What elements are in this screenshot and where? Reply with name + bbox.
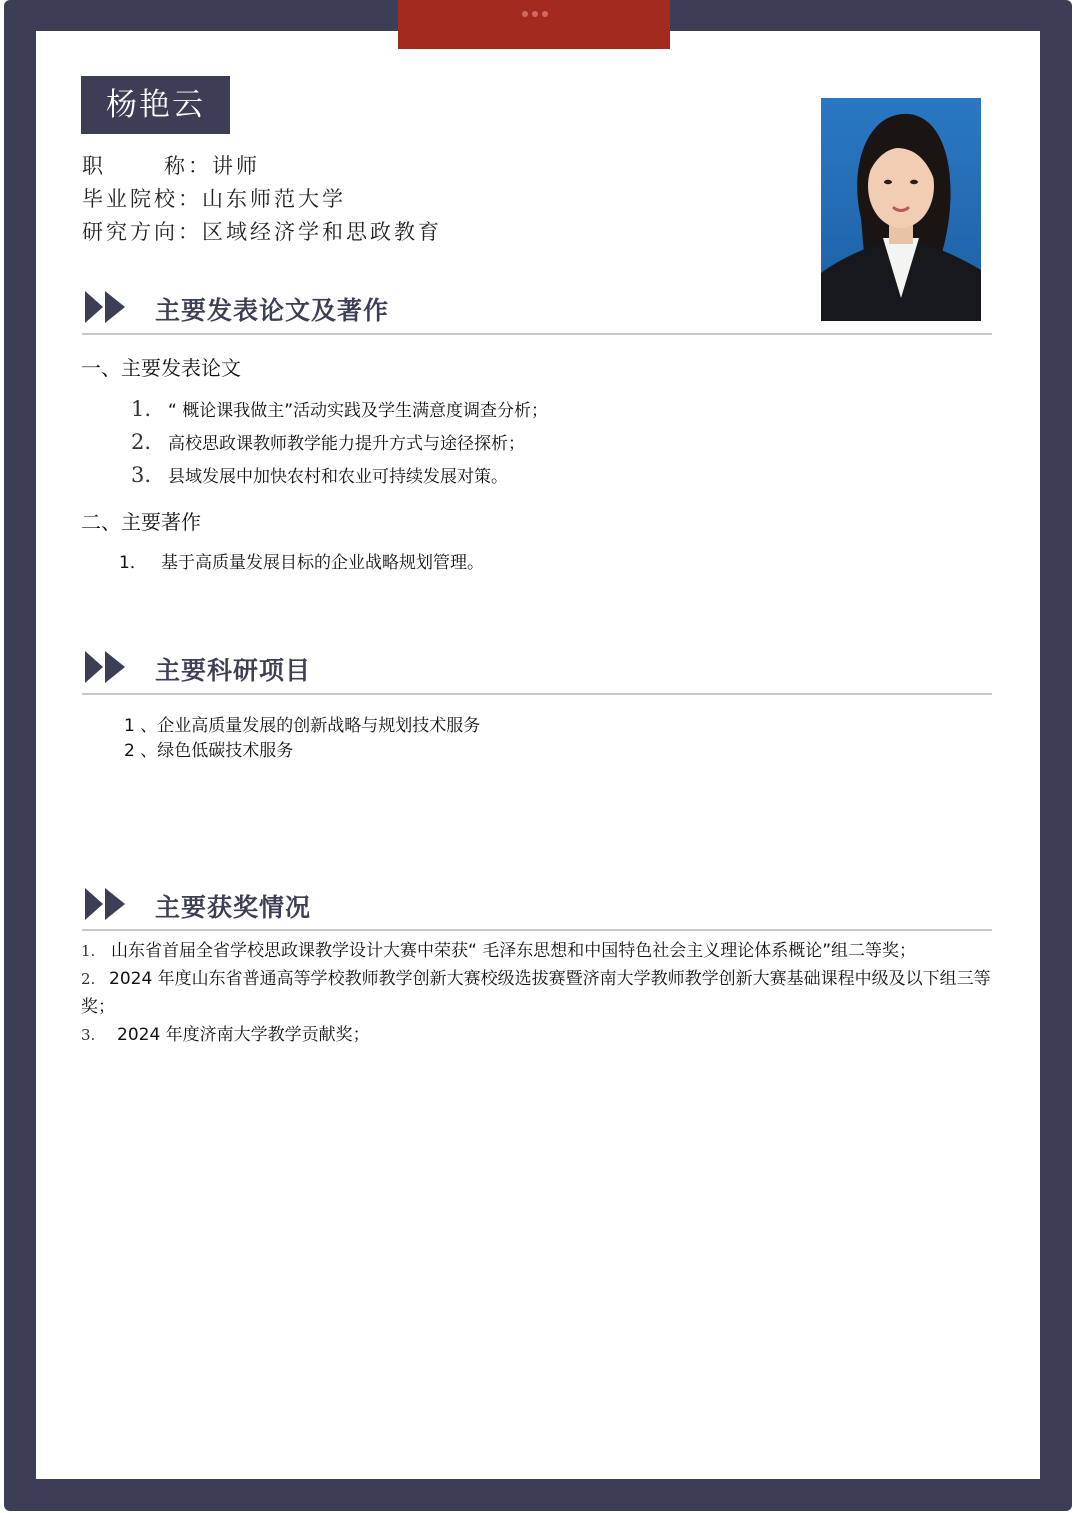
info-research-row xyxy=(82,216,442,246)
research-value: ：区域经济学和思政教育 xyxy=(178,220,442,244)
info-school-row xyxy=(82,183,346,213)
books-heading: 二、主要著作 xyxy=(81,510,201,534)
list-item: 2 、绿色低碳技术服务 xyxy=(124,741,294,761)
list-item: 1. “ 概论课我做主”活动实践及学生满意度调查分析； xyxy=(131,397,549,421)
double-arrow-icon xyxy=(85,650,129,684)
research-label: 研究方向 xyxy=(82,220,178,244)
list-item: 1. 山东省首届全省学校思政课教学设计大赛中荣获“ 毛泽东思想和中国特色社会主义理论体系概论”组二等奖； xyxy=(81,941,917,961)
section-title: 主要发表论文及著作 xyxy=(155,296,390,325)
title-label: 职 称 xyxy=(82,154,188,178)
papers-heading: 一、主要发表论文 xyxy=(81,356,241,380)
list-item: 2. 2024 年度山东省普通高等学校教师教学创新大赛校级选拔赛暨济南大学教师教学创新大赛基础课程中级及以下组三等奖； xyxy=(81,969,991,1017)
section-divider xyxy=(82,929,992,931)
school-value: ：山东师范大学 xyxy=(178,187,346,211)
double-arrow-icon xyxy=(85,887,129,921)
info-title-row xyxy=(82,150,260,180)
list-item: 1 、企业高质量发展的创新战略与规划技术服务 xyxy=(124,716,481,736)
profile-photo xyxy=(821,98,981,321)
section-divider xyxy=(82,333,992,335)
top-tab xyxy=(398,0,670,49)
list-item: 1． 基于高质量发展目标的企业战略规划管理。 xyxy=(119,553,484,573)
section-divider xyxy=(82,693,992,695)
list-item: 3. 2024 年度济南大学教学贡献奖； xyxy=(81,1025,370,1045)
title-value: ：讲师 xyxy=(188,154,260,178)
tab-dots xyxy=(522,11,548,17)
section-title: 主要获奖情况 xyxy=(155,893,312,922)
list-item: 3. 县域发展中加快农村和农业可持续发展对策。 xyxy=(131,463,508,487)
double-arrow-icon xyxy=(85,290,129,324)
name-title: 杨艳云 xyxy=(81,76,230,134)
list-item: 2. 高校思政课教师教学能力提升方式与途径探析； xyxy=(131,430,525,454)
school-label: 毕业院校 xyxy=(82,187,178,211)
section-title: 主要科研项目 xyxy=(155,656,312,685)
